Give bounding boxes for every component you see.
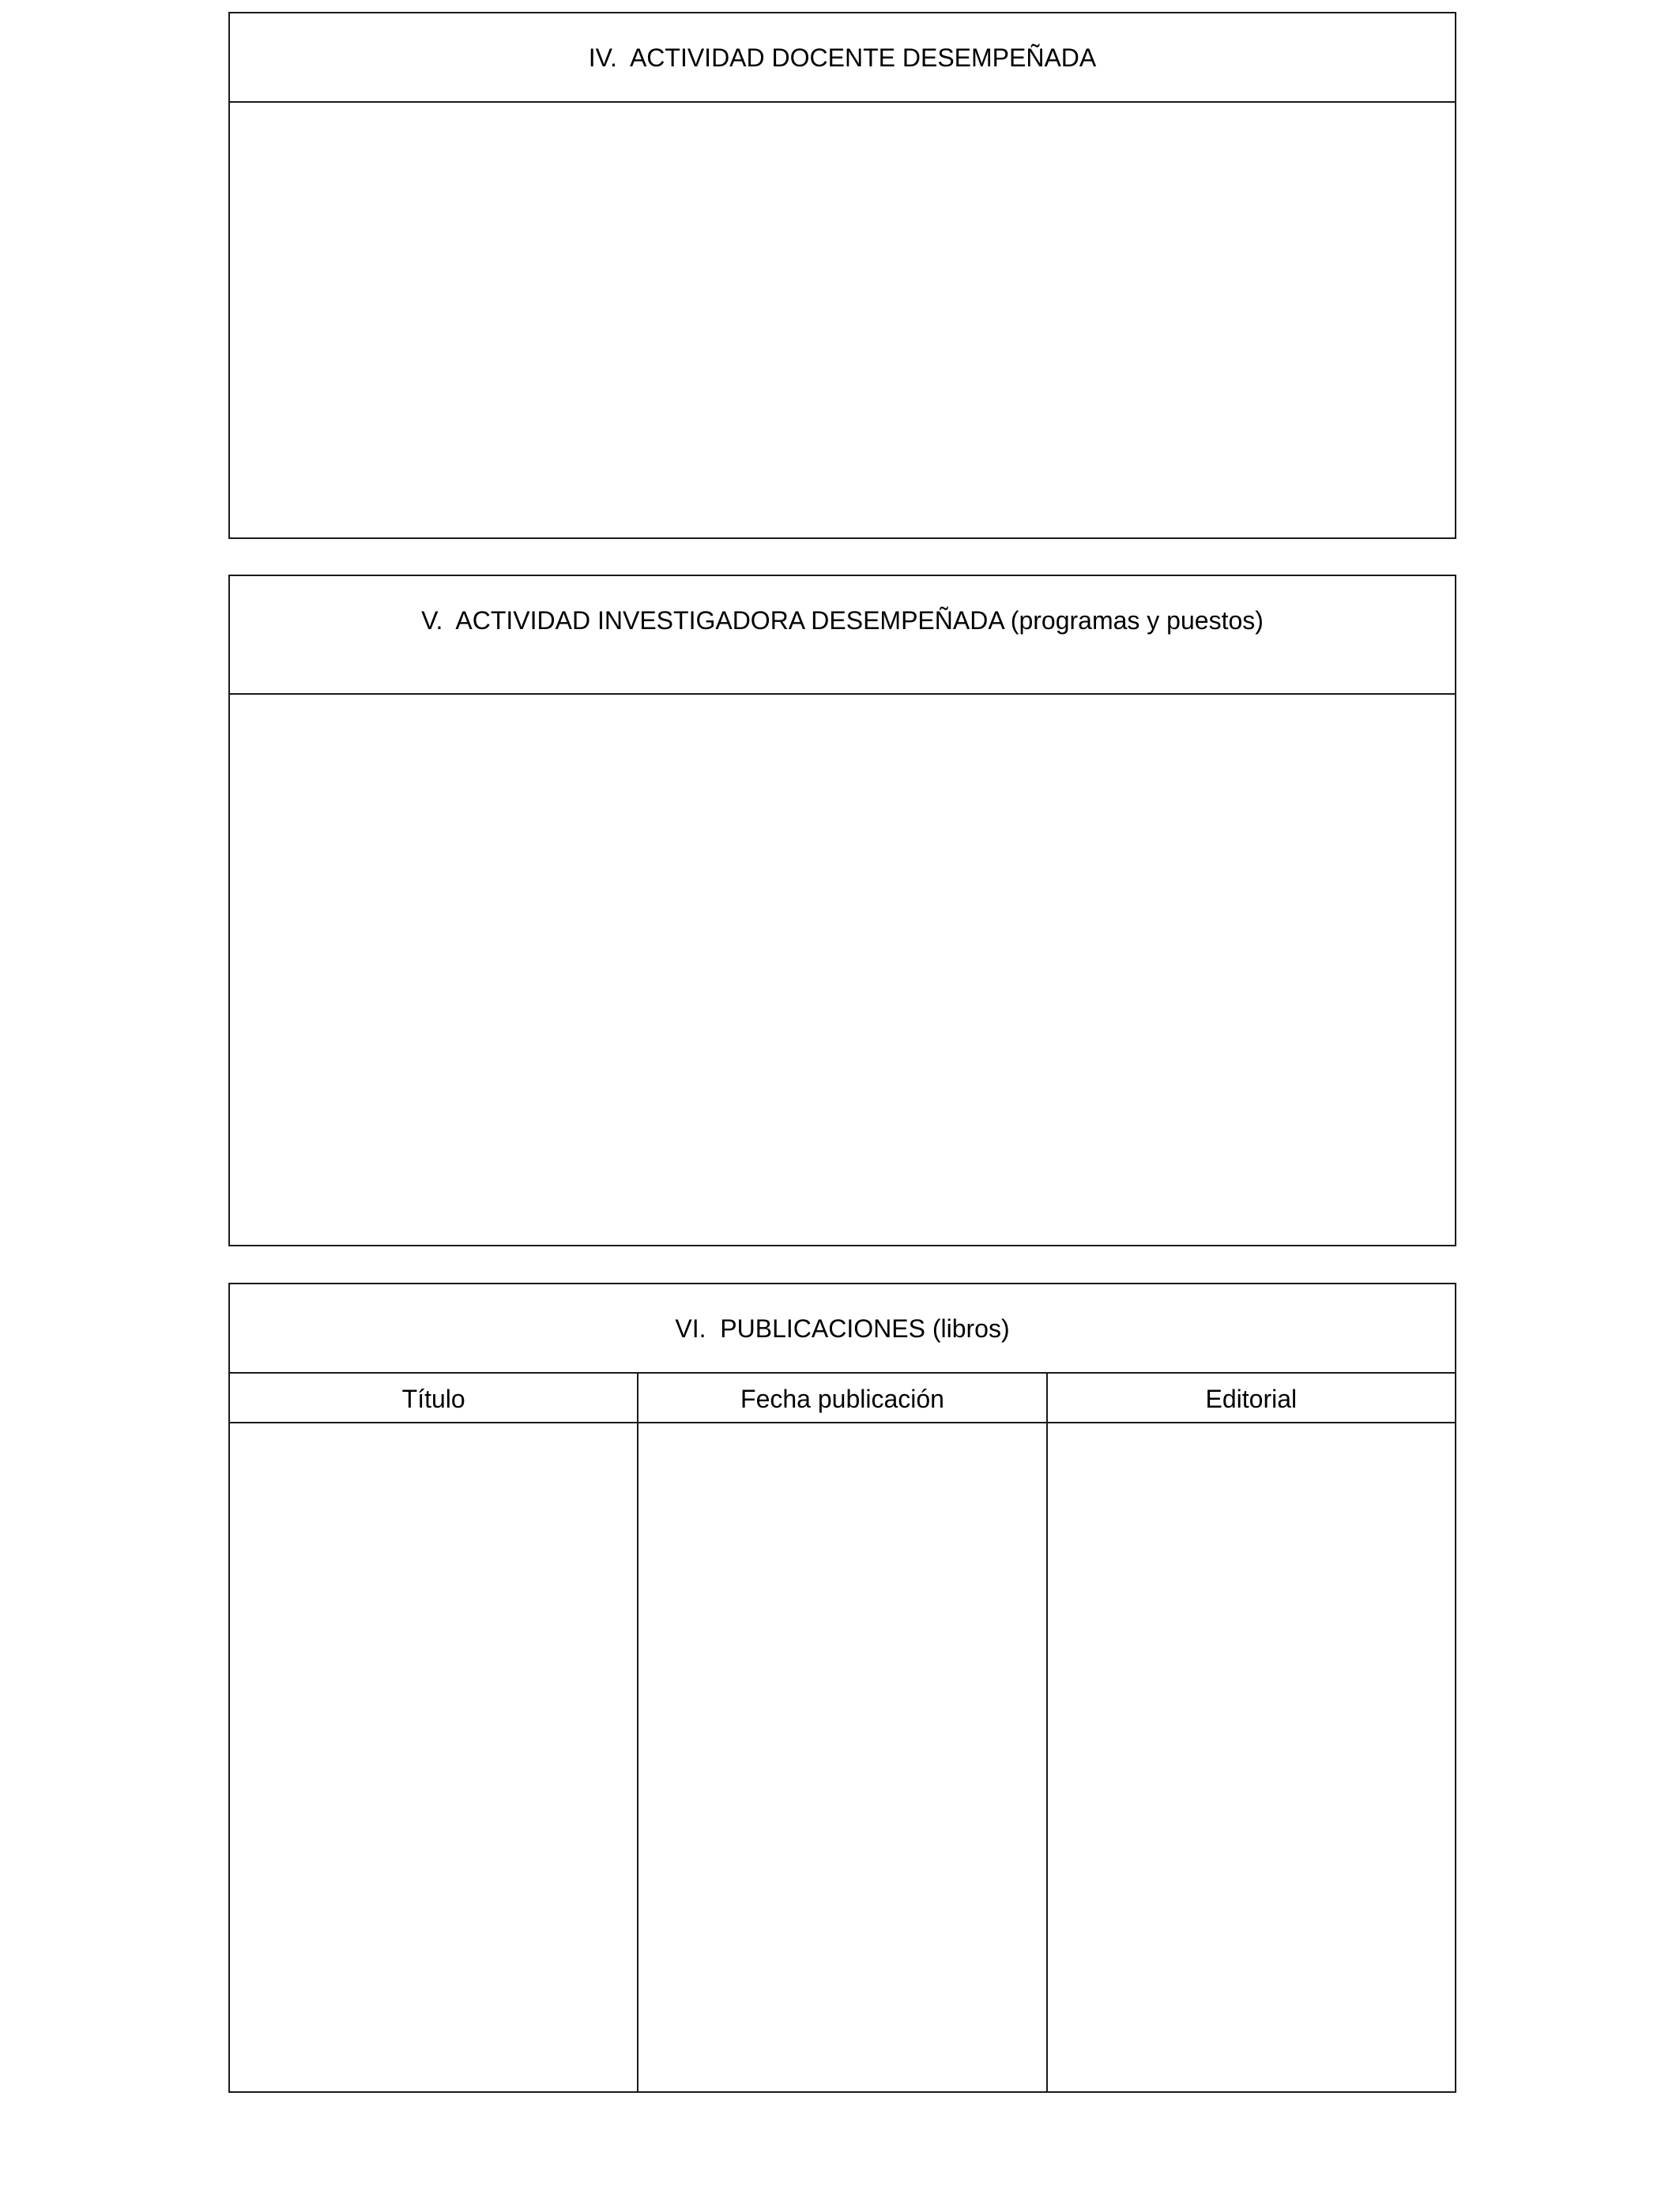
section-iv-title: IV. ACTIVIDAD DOCENTE DESEMPEÑADA	[230, 13, 1455, 103]
publications-body	[230, 1423, 1455, 2091]
publications-column-headers	[230, 1374, 1455, 1423]
section-v-content-area[interactable]	[230, 695, 1455, 1245]
section-vi-title: VI. PUBLICACIONES (libros)	[230, 1284, 1455, 1374]
section-iv-content-area[interactable]	[230, 103, 1455, 537]
column-cell-publication-date[interactable]	[638, 1423, 1047, 2091]
column-header-title: Título	[230, 1374, 638, 1422]
section-v-title: V. ACTIVIDAD INVESTIGADORA DESEMPEÑADA (programas y puestos)	[230, 576, 1455, 695]
section-v-research-activity	[228, 575, 1456, 1246]
column-header-publication-date: Fecha publicación	[638, 1374, 1047, 1422]
column-cell-publisher[interactable]	[1048, 1423, 1455, 2091]
column-cell-title[interactable]	[230, 1423, 638, 2091]
column-header-publisher: Editorial	[1205, 1385, 1298, 1413]
section-iv-teaching-activity	[228, 12, 1456, 539]
section-vi-publications-table	[228, 1283, 1456, 2093]
